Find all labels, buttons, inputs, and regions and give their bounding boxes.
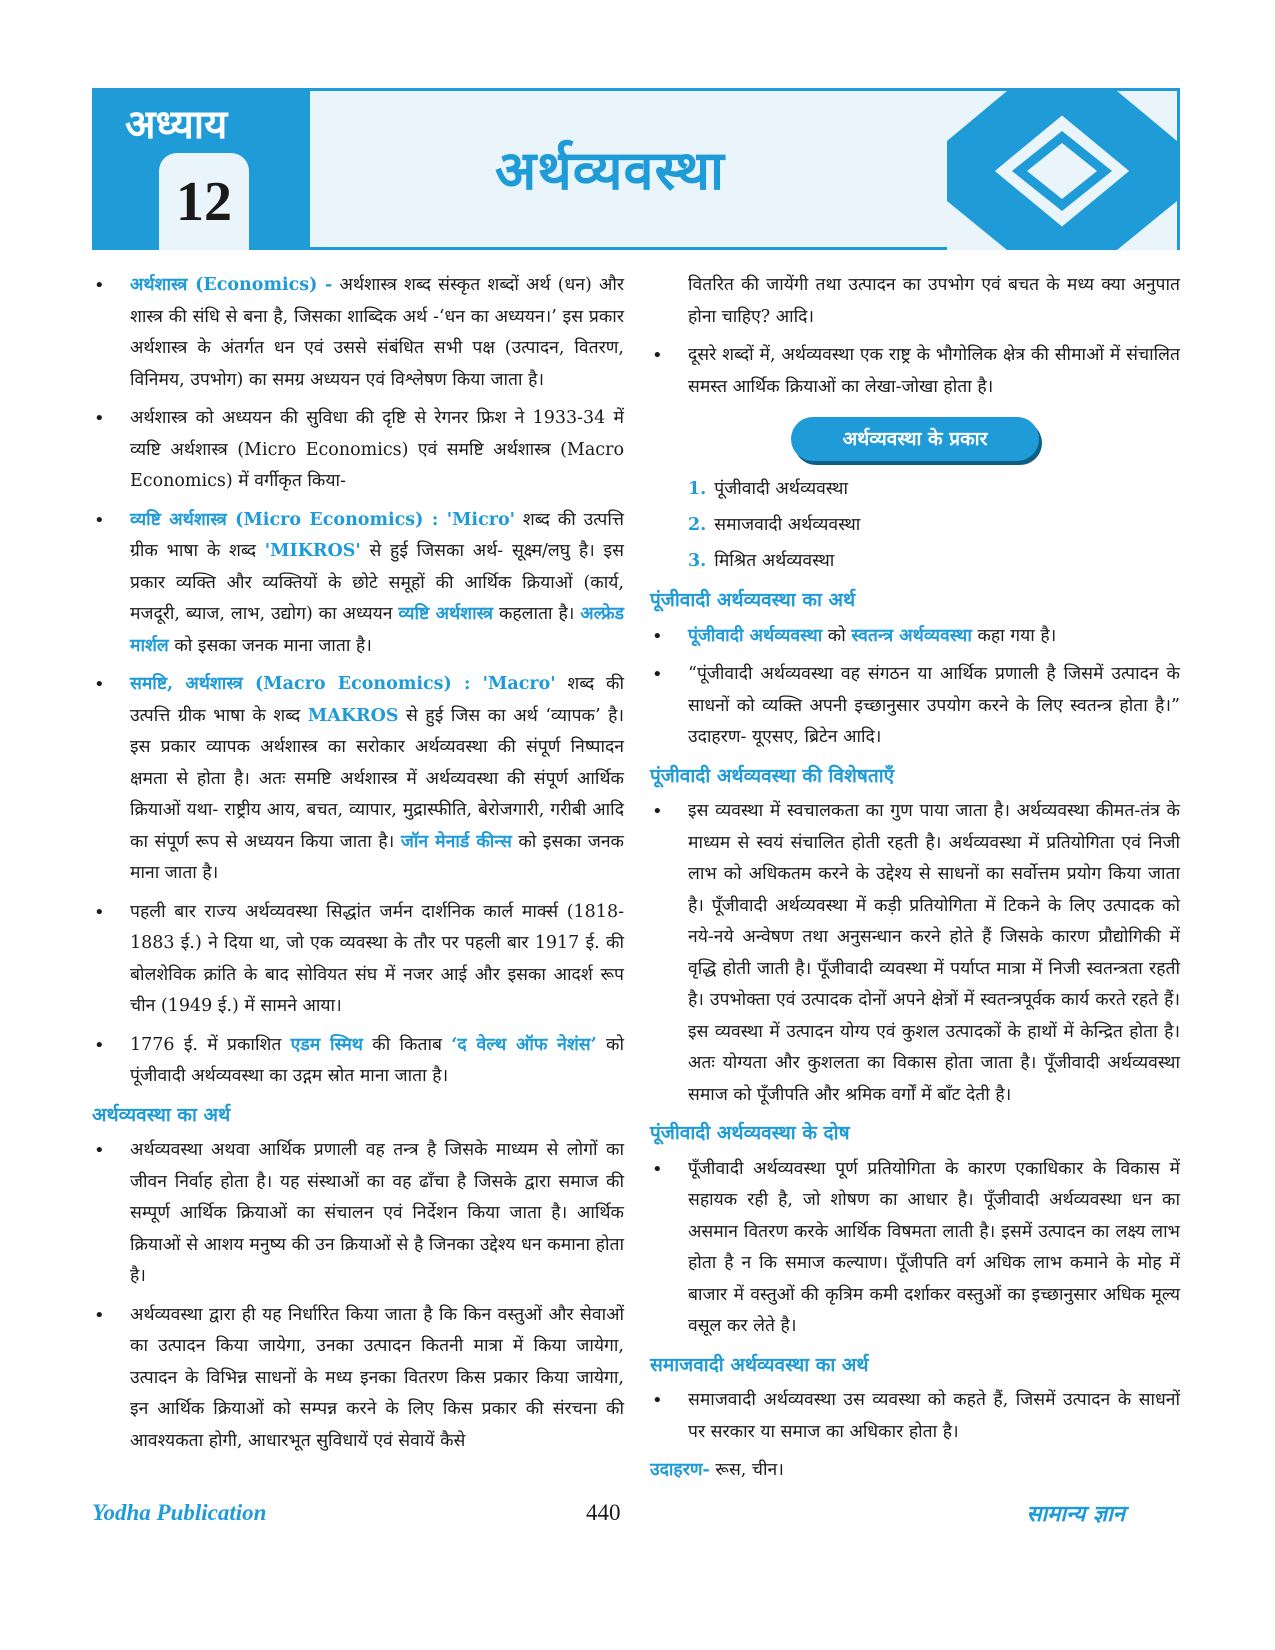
list-item [650,796,1180,1111]
list-item [92,1135,624,1293]
section-heading-capitalist-meaning: पूंजीवादी अर्थव्यवस्था का अर्थ [650,589,856,611]
item-text: अर्थशास्त्र शब्द संस्कृत शब्दों अर्थ (धन) और शास्त्र की संधि से बना है, जिसका शाब्दिक अर्थ -‘धन का अध्ययन।’ इस प्रकार अर्थशास्त्र के अंतर्गत धन एवं उससे संबंधित सभी पक्ष (उत्पादन, वितरण, विनिमय, उपभोग) का समग्र अध्ययन एवं विश्लेषण किया जाता है। [130,275,624,390]
chapter-header [92,88,1180,250]
type-label: समाजवादी अर्थव्यवस्था [714,515,861,535]
list-item [650,659,1180,754]
chapter-badge [95,91,310,250]
item-text: से हुई जिसका अर्थ- सूक्ष्म/लघु है। इस प्रकार व्यक्ति और व्यक्तियों के छोटे समूहों की आर्थिक क्रियाओं (कार्य, मजदूरी, ब्याज, लाभ, उद्योग) का अध्ययन [130,541,624,624]
list-item [92,505,624,663]
list-item [92,1300,624,1458]
item-text: से हुई जिस का अर्थ ‘व्यापक’ है। इस प्रकार व्यापक अर्थशास्त्र का सरोकार अर्थव्यवस्था की संपूर्ण निष्पादन क्षमता से होता है। अतः समष्टि अर्थशास्त्र में अर्थव्यवस्था की संपूर्ण आर्थिक क्रियाओं यथा- राष्ट्रीय आय, बचत, व्यापार, मुद्रास्फीति, बेरोजगारी, गरीबी आदि का संपूर्ण रूप से अध्ययन किया जाता है। [130,705,624,852]
item-text: पूँजीवादी अर्थव्यवस्था पूर्ण प्रतियोगिता के कारण एकाधिकार के विकास में सहायक रही है, जो शोषण का आधार है। पूँजीवादी अर्थव्यवस्था धन का असमान वितरण करके आर्थिक विषमता लाती है। इसमें उत्पादन का लक्ष्य लाभ होता है न कि समाज कल्याण। पूँजीपति वर्ग अधिक लाभ कमाने के मोह में बाजार में वस्तुओं की कृत्रिम कमी दर्शाकर वस्तुओं का इच्छानुसार अधिक मूल्य वसूल कर लेते है। [688,1158,1180,1336]
section-heading-capitalist-defects: पूंजीवादी अर्थव्यवस्था के दोष [650,1122,850,1144]
list-item [92,403,624,498]
list-item [92,897,624,1023]
example-label: उदाहरण- [650,1460,710,1480]
item-text: कहलाता है। [493,604,581,624]
item-text: इस व्यवस्था में स्वचालकता का गुण पाया जाता है। अर्थव्यवस्था कीमत-तंत्र के माध्यम से स्वयं संचालित होती रहती है। अर्थव्यवस्था में प्रतियोगिता एवं निजी लाभ को अधिकतम करने के उद्देश्य से साधनों का सर्वोत्तम प्रयोग किया जाता है। पूँजीवादी अर्थव्यवस्था में कड़ी प्रतियोगिता में टिकने के लिए उत्पादक को नये-नये अन्वेषण तथा अनुसन्धान करने होते हैं जिसके कारण प्रौद्योगिकी में वृद्धि होती जाती है। पूँजीवादी व्यवस्था में पर्याप्त मात्रा में निजी स्वतन्त्रता रहती है। उपभोक्ता एवं उत्पादक दोनों अपने क्षेत्रों में स्वतन्त्रपूर्वक कार्य करते रहते हैं। इस व्यवस्था में उत्पादन योग्य एवं कुशल उत्पादकों के हाथों में केन्द्रित होता है। अतः योग्यता और कुशलता का विकास होता जाता है। पूँजीवादी अर्थव्यवस्था समाज को पूँजीपति और श्रमिक वर्गों में बाँट देती है। [688,801,1180,1105]
section-heading-economy-meaning: अर्थव्यवस्था का अर्थ [92,1103,231,1126]
chapter-label: अध्याय [125,101,228,148]
item-text: को [822,625,852,646]
item-text: शब्द की उत्पत्ति ग्रीक भाषा के शब्द [130,509,624,561]
item-text: दूसरे शब्दों में, अर्थव्यवस्था एक राष्ट्र के भौगोलिक क्षेत्र की सीमाओं में संचालित समस्त आर्थिक क्रियाओं का लेखा-जोखा होता है। [688,345,1180,397]
right-column [650,270,1180,1487]
keyword-free-economy: स्वतन्त्र अर्थव्यवस्था [851,625,972,646]
type-number: 2. [688,515,707,535]
list-item [650,340,1180,403]
list-item-continued [650,270,1180,333]
list-item [92,669,624,890]
item-text: अर्थव्यवस्था अथवा आर्थिक प्रणाली वह तन्त्र है जिसके माध्यम से लोगों का जीवन निर्वाह होता है। यह संस्थाओं का वह ढाँचा है जिसके द्वारा समाज की सम्पूर्ण आर्थिक क्रियाओं का संचालन एवं निर्देशन किया जाता है। आर्थिक क्रियाओं से आशय मनुष्य की उन क्रियाओं से है जिनका उद्देश्य धन कमाना होता है। [130,1140,624,1286]
item-text: अर्थव्यवस्था द्वारा ही यह निर्धारित किया जाता है कि किन वस्तुओं और सेवाओं का उत्पादन किया जायेगा, उनका उत्पादन कितनी मात्रा में किया जायेगा, उत्पादन के विभिन्न साधनों के मध्य इनका वितरण किस प्रकार किया जायेगा, इन आर्थिक क्रियाओं को सम्पन्न करने के लिए किस प्रकार की संरचना की आवश्यकता होगी, आधारभूत सुविधायें एवं सेवायें कैसे [130,1304,624,1451]
item-text: पहली बार राज्य अर्थव्यवस्था सिद्धांत जर्मन दार्शनिक कार्ल मार्क्स (1818-1883 ई.) ने दिया था, जो एक व्यवस्था के तौर पर पहली बार 1917 ई. की बोलशेविक क्रांति के बाद सोवियत संघ में नजर आई और इसका आदर्श रूप चीन (1949 ई.) में सामने आया। [130,901,624,1016]
keyword-mikros: 'MIKROS' [264,541,361,561]
left-column [92,270,624,1464]
list-item [650,1154,1180,1343]
section-heading-capitalist-features: पूंजीवादी अर्थव्यवस्था की विशेषताएँ [650,764,895,787]
item-text: को इसका जनक माना जाता है। [130,831,624,883]
chapter-title: अर्थव्यवस्था [495,138,725,202]
item-text: कहा गया है। [971,625,1057,646]
type-label: पूंजीवादी अर्थव्यवस्था [714,479,848,499]
page-number: 440 [586,1500,621,1525]
example-line [650,1455,1180,1487]
type-number: 3. [688,551,707,571]
chapter-number-box [159,153,249,250]
item-text: वितरित की जायेंगी तथा उत्पादन का उपभोग एवं बचत के मध्य क्या अनुपात होना चाहिए? आदि। [688,275,1180,327]
type-number: 1. [688,479,707,499]
keyword-makros: MAKROS [307,705,399,726]
type-item [650,507,1180,543]
item-text: की किताब [362,1034,452,1055]
keyword-marshall: अल्फ्रेड मार्शल [130,604,624,656]
term-micro-economics: व्यष्टि अर्थशास्त्र (Micro Economics) : 'Micro' [130,509,515,530]
type-item [650,471,1180,507]
section-heading-socialist-meaning: समाजवादी अर्थव्यवस्था का अर्थ [650,1353,869,1376]
keyword-wealth-of-nations: ‘द वेल्थ ऑफ नेशंस’ [451,1034,597,1055]
item-text: को पूंजीवादी अर्थव्यवस्था का उद्गम स्रोत माना जाता है। [130,1034,624,1086]
list-item [92,270,624,396]
keyword-capitalist: पूंजीवादी अर्थव्यवस्था [688,625,823,646]
term-macro-economics: समष्टि, अर्थशास्त्र (Macro Economics) : 'Macro' [130,674,556,694]
type-item [650,543,1180,579]
list-item [92,1030,624,1093]
keyword-adam-smith: एडम स्मिथ [290,1034,363,1055]
footer-subject: सामान्य ज्ञान [1026,1501,1125,1527]
item-text: 1776 ई. में प्रकाशित [130,1034,291,1055]
item-text: अर्थशास्त्र को अध्ययन की सुविधा की दृष्टि से रेगनर फ्रिश ने 1933-34 में व्यष्टि अर्थशास्त्र (Micro Economics) एवं समष्टि अर्थशास्त्र (Macro Economics) में वर्गीकृत किया- [130,408,624,491]
type-label: मिश्रित अर्थव्यवस्था [714,551,835,571]
example-text: रूस, चीन। [709,1460,784,1480]
header-decoration [947,91,1177,250]
types-heading-pill: अर्थव्यवस्था के प्रकार [791,417,1039,461]
item-text: “पूंजीवादी अर्थव्यवस्था वह संगठन या आर्थिक प्रणाली है जिसमें उत्पादन के साधनों को व्यक्ति अपनी इच्छानुसार उपयोग करने के लिए स्वतन्त्र होता है।” उदाहरण- यूएसए, ब्रिटेन आदि। [688,664,1180,747]
footer-publisher: Yodha Publication [92,1500,267,1525]
item-text: समाजवादी अर्थव्यवस्था उस व्यवस्था को कहते हैं, जिसमें उत्पादन के साधनों पर सरकार या समाज का अधिकार होता है। [688,1390,1180,1442]
chapter-number: 12 [176,170,232,233]
list-item [650,621,1180,653]
keyword-micro: व्यष्टि अर्थशास्त्र [398,604,494,624]
types-list [650,471,1180,579]
term-economics: अर्थशास्त्र (Economics) - [130,275,333,295]
item-text: शब्द की उत्पत्ति ग्रीक भाषा के शब्द [130,674,624,726]
item-text: को इसका जनक माना जाता है। [168,635,372,656]
keyword-keynes: जॉन मेनार्ड कीन्स [400,831,512,852]
list-item [650,1385,1180,1448]
